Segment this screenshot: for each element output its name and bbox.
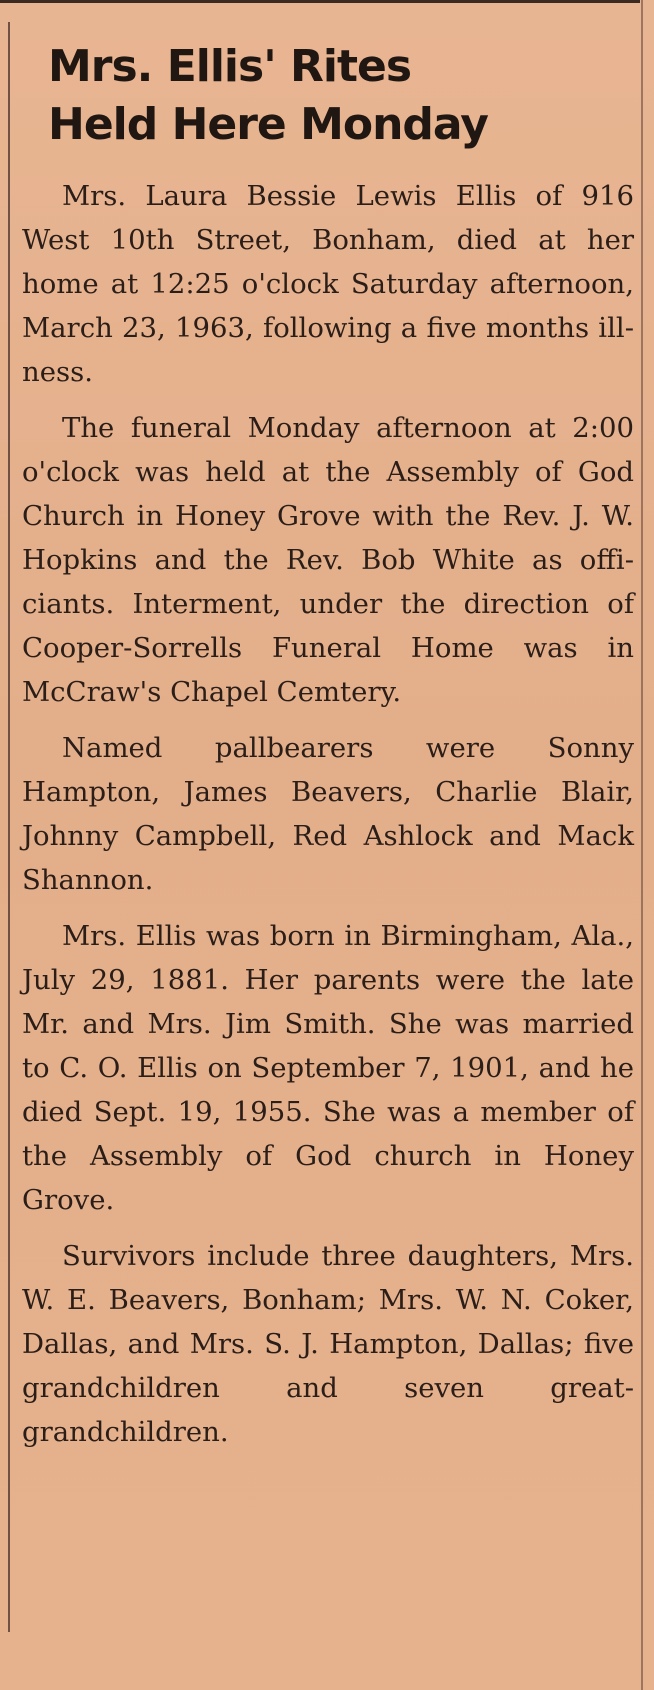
top-border-rule bbox=[0, 0, 640, 3]
paragraph-pallbearers: Named pallbearers were Sonny Hampton, James Beavers, Charlie Blair, Johnny Campbell, Red Ashlock and Mack Shannon. bbox=[22, 732, 634, 896]
paragraph-funeral: The funeral Monday afternoon at 2:00 o'clock was held at the Assembly of God Church in Honey Grove with the Rev. J. W. Hopkins and the Rev. Bob White as officiants. Interment, under the direction of Cooper-Sorrells Funeral Home was in McCraw's Chapel Cemtery. bbox=[22, 412, 634, 708]
headline-line-2: Held Here Monday bbox=[48, 99, 488, 150]
left-column-rule bbox=[8, 22, 10, 1632]
headline-line-1: Mrs. Ellis' Rites bbox=[48, 41, 412, 92]
paragraph-biography: Mrs. Ellis was born in Birmingham, Ala., July 29, 1881. Her parents were the late Mr. and Mrs. Jim Smith. She was married to C. O. Ellis on September 7, 1901, and he died Sept. 19, 1955. She was a member of the Assembly of God church in Honey Grove. bbox=[22, 920, 634, 1216]
paragraph-death-notice: Mrs. Laura Bessie Lewis Ellis of 916 West 10th Street, Bonham, died at her home at 12:25 o'clock Saturday afternoon, March 23, 1963, following a five months illness. bbox=[22, 180, 634, 388]
paragraph-survivors: Survivors include three daughters, Mrs. W. E. Beavers, Bonham; Mrs. W. N. Coker, Dallas, and Mrs. S. J. Hampton, Dallas; five grandchildren and seven great-grandchildren. bbox=[22, 1240, 634, 1448]
headline bbox=[48, 38, 608, 154]
right-column-rule bbox=[641, 0, 643, 1690]
article-body bbox=[22, 174, 634, 1466]
